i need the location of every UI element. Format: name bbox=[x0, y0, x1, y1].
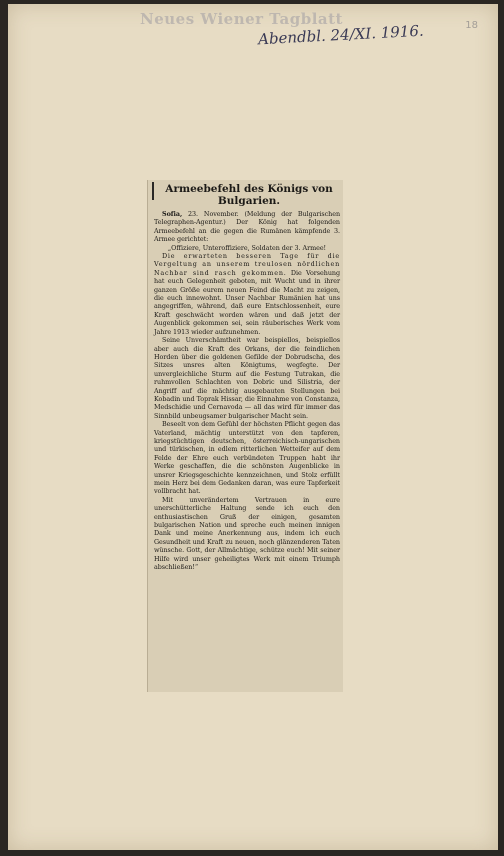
newspaper-clipping bbox=[147, 180, 343, 692]
dateline-place: Sofia, bbox=[162, 210, 183, 218]
dateline-text: 23. November. (Meldung der Bulgarischen Telegraphen-Agentur.) Der König hat folgenden Armeebefehl an die gegen die Rumänen kämpfende 3. Armee gerichtet: bbox=[154, 210, 341, 244]
spaced-text: Die erwarteten besseren Tage für die Vergeltung an unserem treulosen nördlichen Nachbar sind rasch gekommen. bbox=[154, 252, 340, 277]
archive-sheet bbox=[8, 4, 498, 850]
newspaper-stamp: Neues Wiener Tagblatt bbox=[140, 10, 343, 28]
article-paragraph: Beseelt von dem Gefühl der höchsten Pflicht gegen das Vaterland, mächtig unterstützt von den tapferen, kriegstüchtigen deutschen, österreichisch-ungarischen und türkischen, in edlem ritterlichen Wetteifer auf dem Felde der Ehre euch verbündeten Truppen habt ihr Werke geschaffen, die die schönsten Augenblicke in unsrer Kriegsgeschichte kennzeichnen, und Stolz erfüllt mein Herz bei dem Gedanken daran, was eure Tapferkeit vollbracht hat. bbox=[154, 420, 340, 496]
handwritten-date: Abendbl. 24/XI. 1916. bbox=[257, 21, 425, 49]
article-paragraph: Seine Unverschämtheit war beispiellos, beispiellos aber auch die Kraft des Orkans, der die feindlichen Horden über die goldenen Gefilde der Dobrudscha, des Sitzes unsres alten Königtums, wegfegte. Der unvergleichliche Sturm auf die Festung Tutrakan, die ruhmvollen Schlachten von Dobric und Silistria, der Angriff auf die mächtig ausgebauten Stellungen bei Kobadin und Toprak Hissar, die Einnahme von Constanza, Medschidie und Cernavoda — all das wird für immer das Sinnbild unbeugsamer bulgarischer Macht sein. bbox=[154, 336, 340, 420]
article-headline: Armeebefehl des Königs von Bulgarien. bbox=[165, 183, 333, 207]
page-mark: 18 bbox=[465, 20, 478, 31]
article-paragraph bbox=[154, 252, 340, 336]
article-salutation: „Offiziere, Unteroffiziere, Soldaten der 3. Armee! bbox=[167, 243, 327, 252]
article-body bbox=[154, 210, 340, 571]
paragraph-text: Die Vorsehung hat euch Gelegenheit geboten, mit Wucht und in ihrer ganzen Größe eurem neuen Feind die Macht zu zeigen, die euch innewohnt. Unser Nachbar Rumänien hat uns angegriffen, während, daß eure Entschlossenheit, eure Kraft geschwächt worden wären und daß jetzt der Augenblick gekommen sei, sein räuberisches Werk vom Jahre 1913 wieder aufzunehmen. bbox=[154, 268, 341, 336]
article-dateline bbox=[154, 210, 340, 244]
article-paragraph: Mit unverändertem Vertrauen in eure unerschütterliche Haltung sende ich euch den enthusiastischen Gruß der einigen, gesamten bulgarischen Nation und spreche euch meinen innigen Dank und meine Anerkennung aus, indem ich euch Gesundheit und Kraft zu neuen, noch glänzenderen Taten wünsche. Gott, der Allmächtige, schütze euch! Mit seiner Hilfe wird unser geheiligtes Werk mit einem Triumph abschließen!“ bbox=[154, 495, 340, 572]
